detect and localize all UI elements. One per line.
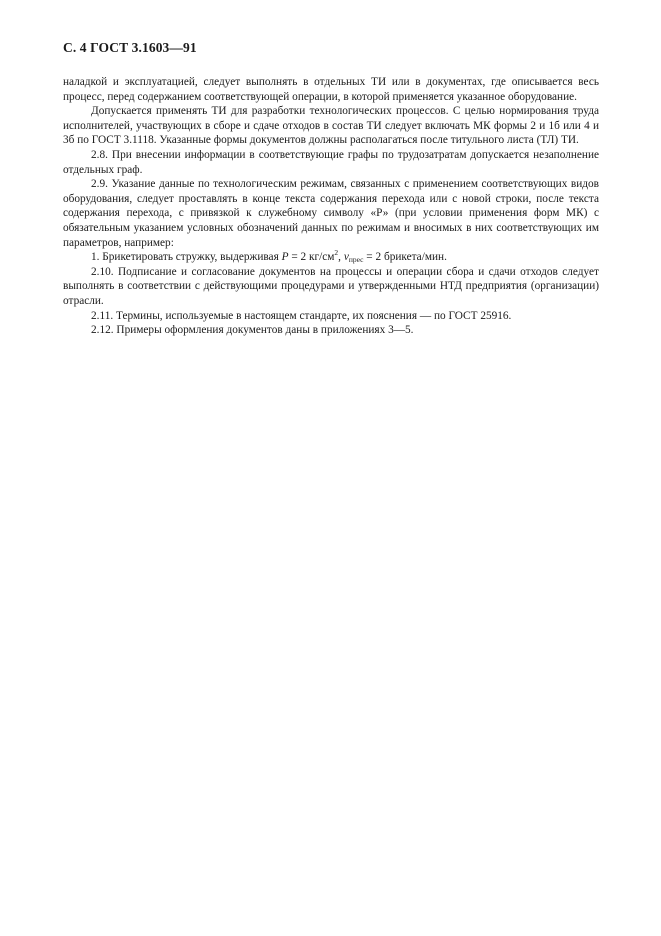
variable-v: v	[343, 251, 349, 264]
example-formula	[63, 250, 599, 265]
paragraph-continuation: наладкой и эксплуатацией, следует выполнять в отдельных ТИ или в документах, где описывается весь процесс, перед содержанием соответствующей операции, в которой применяется указанное оборудование.	[63, 76, 599, 103]
paragraph-2-12: 2.12. Примеры оформления документов даны в приложениях 3—5.	[91, 324, 414, 337]
page-header: С. 4 ГОСТ 3.1603—91	[63, 40, 197, 55]
example-prefix: 1. Брикетировать стружку, выдерживая	[91, 251, 282, 264]
variable-p: P	[281, 251, 289, 264]
paragraph-ti-usage: Допускается применять ТИ для разработки технологических процессов. С целью нормирования труда исполнителей, участвующих в сборе и сдаче отходов в состав ТИ следует включать МК формы 2 и 1б или 4 и 3б по ГОСТ 3.1118. Указанные формы документов должны располагаться после титульного листа (ТЛ) ТИ.	[63, 105, 599, 147]
formula-separator: ,	[338, 251, 344, 264]
rate-value: = 2 брикета/мин.	[363, 251, 447, 264]
document-body	[63, 75, 599, 338]
square-exponent: 2	[334, 248, 339, 258]
paragraph-2-10: 2.10. Подписание и согласование документов на процессы и операции сбора и сдачи отходов следует выполнять в соответствии с действующими процедурами и утвержденными НТД предприятия (организации) отрасли.	[63, 265, 599, 307]
paragraph-2-8: 2.8. При внесении информации в соответствующие графы по трудозатратам допускается незаполнение отдельных граф.	[63, 148, 599, 176]
paragraph-2-9: 2.9. Указание данные по технологическим режимам, связанных с применением соответствующих видов оборудования, следует проставлять в конце текста содержания перехода или с новой строки, после текста содержания перехода, с привязкой к служебному символу «Р» (при условии применения форм МК) с обязательным указанием условных обозначений данных по режимам и вносимых в них соответствующих им параметров, например:	[63, 178, 599, 249]
variable-v-subscript: прес	[348, 255, 364, 265]
paragraph-2-11: 2.11. Термины, используемые в настоящем стандарте, их пояснения — по ГОСТ 25916.	[91, 309, 512, 322]
pressure-value: = 2 кг/см	[288, 251, 335, 264]
